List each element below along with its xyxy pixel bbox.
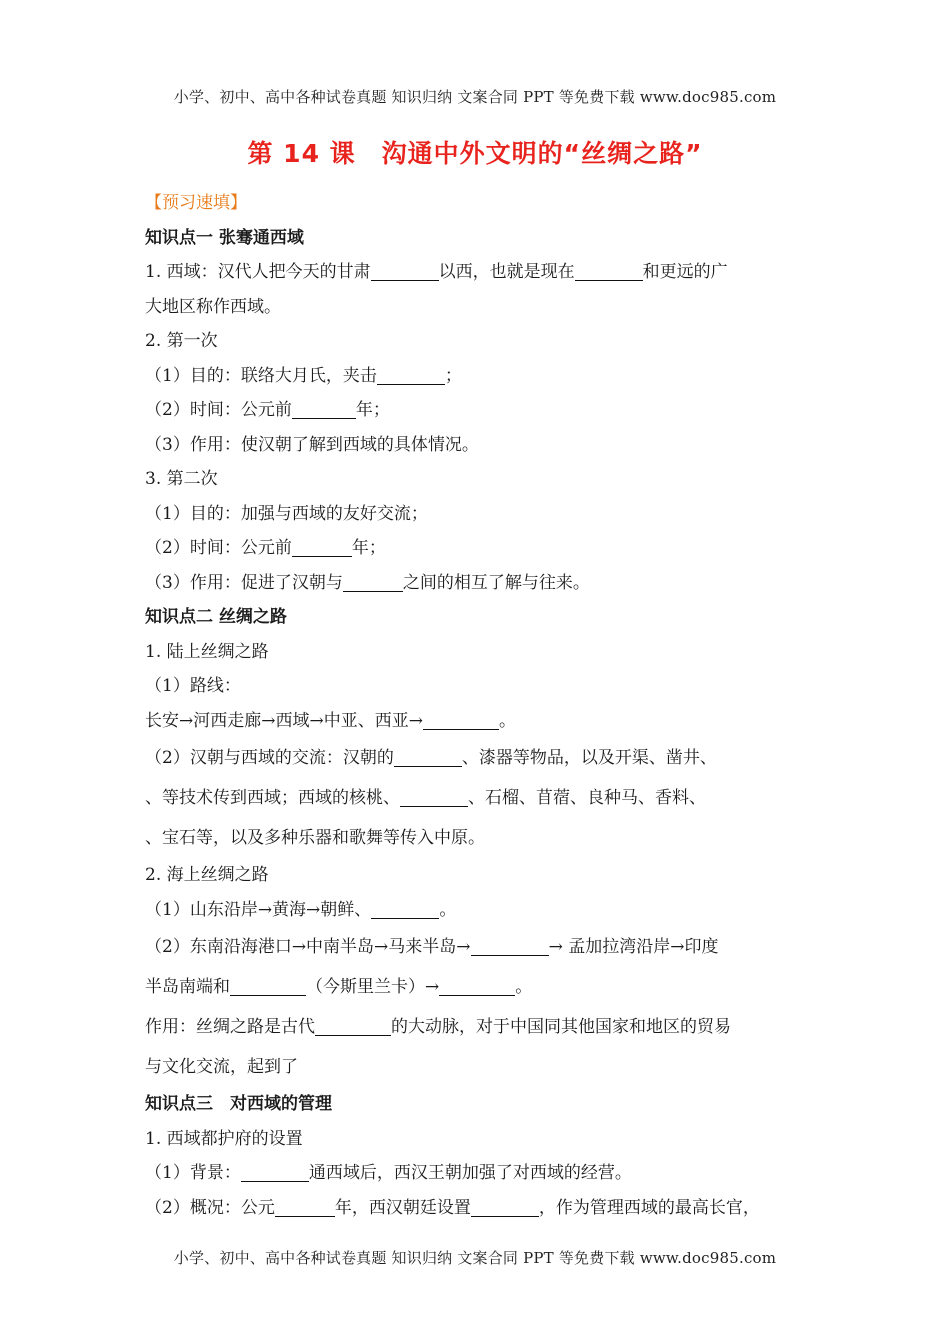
fill-blank[interactable]	[471, 935, 549, 956]
worksheet-content	[145, 186, 810, 1225]
text: （2）概况：公元	[145, 1197, 275, 1218]
fill-blank[interactable]	[230, 975, 306, 996]
fill-blank[interactable]	[471, 1196, 539, 1217]
text: 年，西汉朝廷设置	[334, 1197, 471, 1218]
text: 与文化交流，起到了	[145, 1057, 298, 1077]
text: （2）时间：公元前	[145, 538, 292, 558]
text: 2. 海上丝绸之路	[145, 865, 269, 885]
text: ；	[444, 365, 462, 386]
fill-blank[interactable]	[241, 1161, 309, 1182]
fill-blank[interactable]	[575, 260, 643, 281]
section-tag-line	[145, 186, 810, 221]
kp3-overview-line	[145, 1191, 810, 1226]
text: （3）作用：促进了汉朝与	[145, 572, 343, 593]
fill-blank[interactable]	[394, 746, 462, 767]
text: 1. 西域：汉代人把今天的甘肃	[145, 262, 371, 282]
text: （1）背景：	[145, 1163, 241, 1183]
kp1-item3-line	[145, 462, 810, 497]
kp2-effect-cont-line	[145, 1047, 810, 1087]
fill-blank[interactable]	[400, 786, 468, 807]
kp2-exchange-line-3	[145, 818, 810, 858]
text: 、宝石等，以及多种乐器和歌舞等传入中原。	[145, 828, 485, 848]
kp2-exchange-line-2	[145, 778, 810, 818]
kp2-heading-line	[145, 600, 810, 635]
text: （1）路线：	[145, 676, 241, 696]
section-tag: 【预习速填】	[145, 193, 247, 213]
kp1-item2-line	[145, 324, 810, 359]
text: → 孟加拉湾沿岸→印度	[548, 937, 719, 957]
kp2-effect-line	[145, 1007, 810, 1047]
kp2-exchange-line-1	[145, 738, 810, 778]
text: 2. 第一次	[145, 331, 218, 351]
fill-blank[interactable]	[315, 1015, 391, 1036]
kp2-item2-line	[145, 858, 810, 893]
fill-blank[interactable]	[371, 260, 439, 281]
text: 大地区称作西域。	[145, 296, 281, 317]
text: （3）作用：使汉朝了解到西域的具体情况。	[145, 434, 479, 455]
text: （2）汉朝与西域的交流：汉朝的	[145, 748, 394, 768]
fill-blank[interactable]	[423, 709, 499, 730]
text: 之间的相互了解与往来。	[402, 572, 590, 593]
kp2-sea2-cont-line	[145, 967, 810, 1007]
kp2-heading: 知识点二 丝绸之路	[145, 607, 287, 627]
text: 通西域后，西汉王朝加强了对西域的经营。	[308, 1163, 632, 1183]
kp1-heading-line	[145, 221, 810, 256]
text: 、石榴、苜蓿、良种马、香料、	[468, 788, 706, 808]
text: （2）时间：公元前	[145, 400, 292, 420]
kp1-item2-1-line	[145, 359, 810, 394]
text: 以西，也就是现在	[438, 262, 575, 282]
kp1-item3-2-line	[145, 531, 810, 566]
kp1-item3-3-line	[145, 566, 810, 601]
kp3-heading-line	[145, 1087, 810, 1122]
text: 半岛南端和	[145, 977, 230, 997]
page-footer: 小学、初中、高中各种试卷真题 知识归纳 文案合同 PPT 等免费下载 www.doc985.com	[173, 1249, 777, 1267]
kp1-item2-2-line	[145, 393, 810, 428]
kp1-item3-1-line	[145, 497, 810, 532]
fill-blank[interactable]	[377, 364, 445, 385]
text: 。	[515, 977, 533, 997]
kp2-route-line	[145, 704, 810, 739]
text: 3. 第二次	[145, 469, 218, 489]
text: 1. 陆上丝绸之路	[145, 641, 269, 662]
text: （1）目的：加强与西域的友好交流；	[145, 503, 428, 524]
text: 长安→河西走廊→西域→中亚、西亚→	[145, 710, 423, 731]
kp2-sea2-line	[145, 927, 810, 967]
text: （1）目的：联络大月氏，夹击	[145, 365, 377, 386]
text: （2）东南沿海港口→中南半岛→马来半岛→	[145, 937, 471, 957]
text: 、漆器等物品，以及开渠、凿井、	[461, 748, 717, 768]
kp2-route-label-line	[145, 669, 810, 704]
text: 的大动脉，对于中国同其他国家和地区的贸易	[391, 1017, 731, 1037]
lesson-title: 第 14 课 沟通中外文明的“丝绸之路”	[247, 139, 703, 168]
kp3-bg-line	[145, 1156, 810, 1191]
fill-blank[interactable]	[275, 1196, 335, 1217]
kp2-item1-line	[145, 635, 810, 670]
text: 年；	[355, 400, 390, 420]
text: 。	[439, 899, 457, 920]
page-header: 小学、初中、高中各种试卷真题 知识归纳 文案合同 PPT 等免费下载 www.doc985.com	[173, 88, 777, 106]
kp1-item1-line	[145, 255, 810, 290]
kp1-item2-3-line	[145, 428, 810, 463]
fill-blank[interactable]	[292, 398, 356, 419]
text: （今斯里兰卡）→	[306, 977, 440, 997]
text: 作用：丝绸之路是古代	[145, 1017, 315, 1037]
text: 、等技术传到西域；西域的核桃、	[145, 788, 400, 808]
text: （1）山东沿岸→黄海→朝鲜、	[145, 899, 372, 920]
fill-blank[interactable]	[292, 536, 352, 557]
fill-blank[interactable]	[439, 975, 515, 996]
text: 。	[498, 710, 516, 731]
kp3-item1-line	[145, 1122, 810, 1157]
fill-blank[interactable]	[371, 898, 439, 919]
kp2-sea1-line	[145, 893, 810, 928]
text: 1. 西域都护府的设置	[145, 1128, 303, 1149]
kp3-heading: 知识点三 对西域的管理	[145, 1094, 332, 1114]
text: 年；	[351, 538, 386, 558]
kp1-item1-cont-line	[145, 290, 810, 325]
text: 和更远的广	[642, 262, 728, 282]
text: ，作为管理西域的最高长官，	[538, 1197, 760, 1218]
kp1-heading: 知识点一 张骞通西域	[145, 227, 304, 248]
fill-blank[interactable]	[343, 571, 403, 592]
